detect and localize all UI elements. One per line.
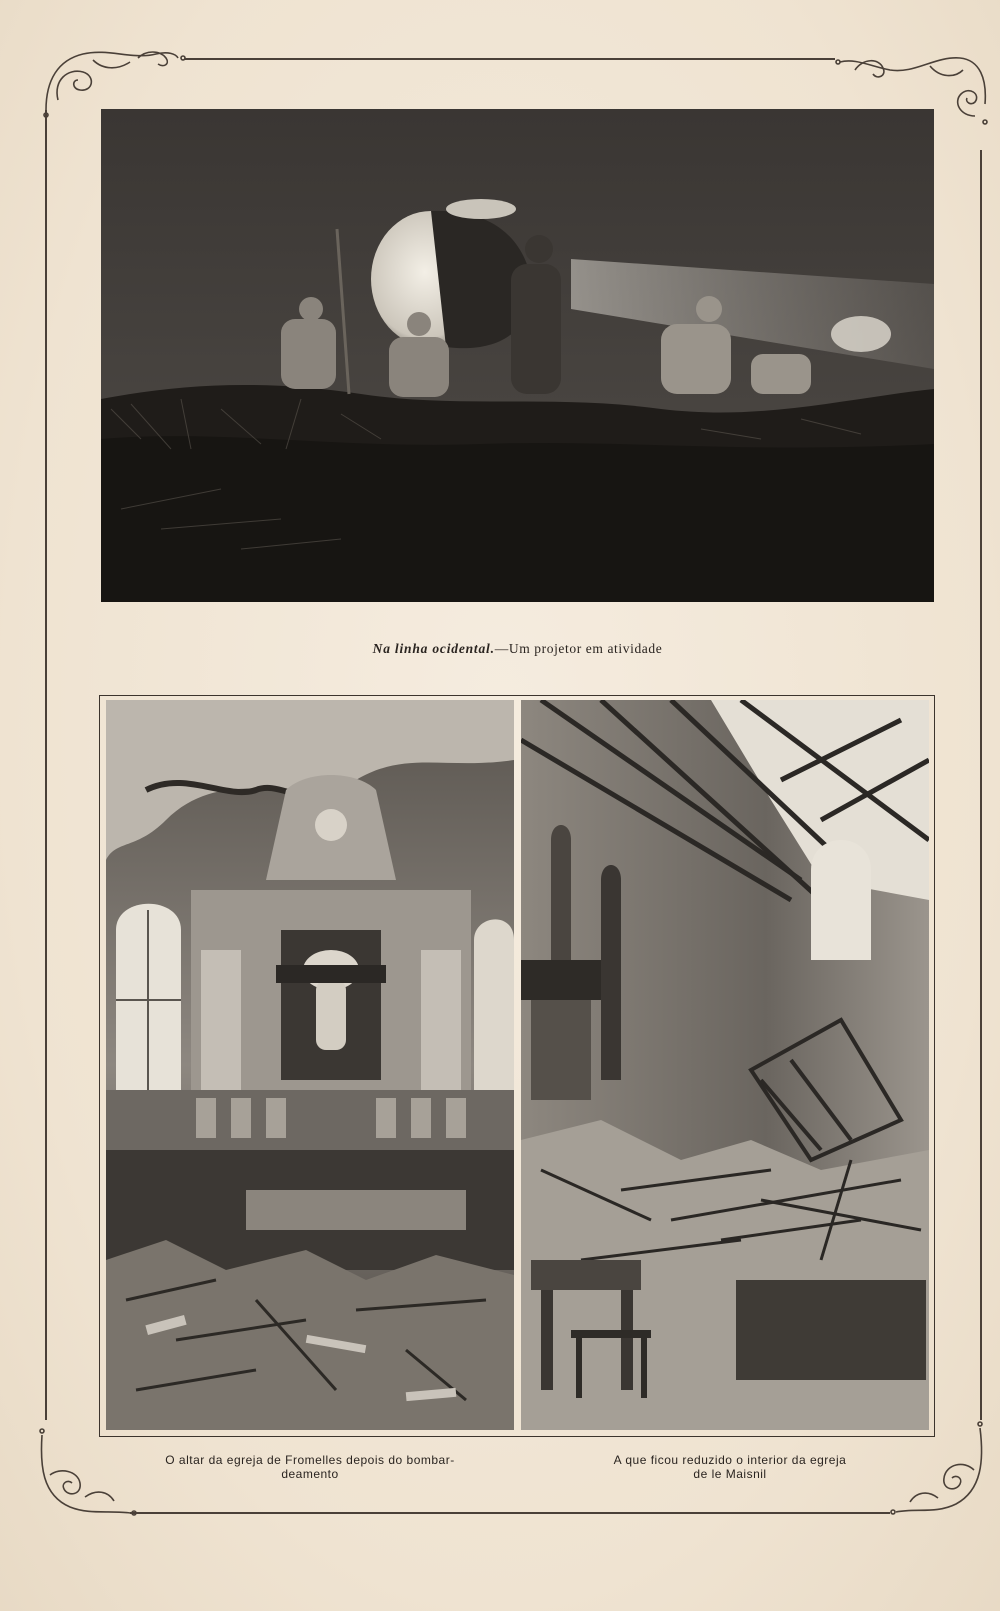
ruined-interior-caption-line-2: de le Maisnil <box>693 1467 767 1481</box>
altar-photo <box>106 700 514 1430</box>
frame-top-rule <box>185 58 835 60</box>
frame-right-rule <box>980 150 982 1420</box>
corner-ornament-top-left <box>38 40 188 120</box>
searchlight-photo <box>101 109 934 602</box>
frame-left-rule <box>45 110 47 1420</box>
altar-caption-line-1: O altar da egreja de Fromelles depois do bombar- <box>165 1453 455 1467</box>
ruined-interior-photo <box>521 700 929 1430</box>
ruined-interior-caption-line-1: A que ficou reduzido o interior da egreja <box>613 1453 847 1467</box>
frame-bottom-rule <box>130 1512 890 1514</box>
altar-caption <box>120 1453 500 1481</box>
searchlight-caption-text: —Um projetor em atividade <box>494 641 663 656</box>
searchlight-caption <box>101 641 934 657</box>
searchlight-caption-title: Na linha ocidental. <box>372 641 495 656</box>
ruined-interior-caption <box>540 1453 920 1481</box>
altar-caption-line-2: deamento <box>281 1467 339 1481</box>
